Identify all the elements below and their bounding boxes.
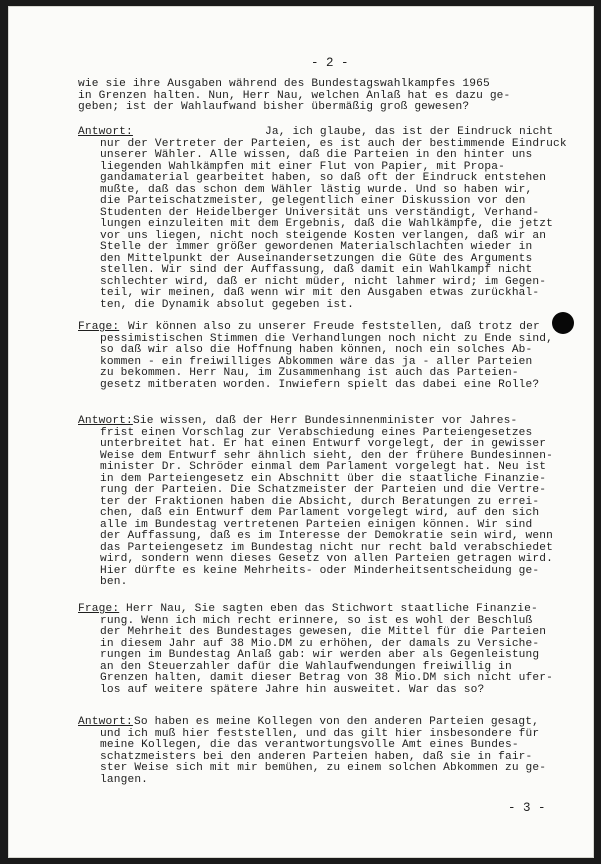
paragraph-line: rung. Wenn ich mich recht erinnere, so ist es wohl der Beschluß xyxy=(100,614,533,627)
speaker-label: Antwort: xyxy=(78,415,133,427)
speaker-label: Frage: xyxy=(78,603,120,615)
paragraph-line: zu bekommen. Herr Nau, im Zusammenhang ist auch das Parteien- xyxy=(100,367,519,379)
paragraph-line: ter der Fraktionen haben die Absicht, durch Beratungen zu errei- xyxy=(100,495,540,508)
paragraph-line: in Grenzen halten. Nun, Herr Nau, welchen Anlaß hat es dazu ge- xyxy=(78,89,511,102)
paragraph-line: wie sie ihre Ausgaben während des Bundestagswahlkampfes 1965 xyxy=(78,78,490,90)
paragraph-line: liegenden Wahlkämpfen mit einer Flut von Papier, mit Propa- xyxy=(100,160,505,173)
paragraph-line: die Parteischatzmeister, gelegentlich einer Diskussion vor den xyxy=(100,195,526,207)
paragraph-line: in diesem Jahr auf 38 Mio.DM zu erhöhen, der damals zu Versiche- xyxy=(100,637,540,650)
paragraph-line: stellen. Wir sind der Auffassung, daß damit ein Wahlkampf nicht xyxy=(100,264,533,276)
paragraph-line: kommen - ein freiwilliges Abkommen wäre das ja - aller Parteien xyxy=(100,355,533,368)
paragraph-line: Weise dem Entwurf sehr ähnlich sieht, den der frühere Bundesinnen- xyxy=(100,449,553,462)
paragraph-line: vor uns liegen, nicht noch steigende Kosten verlangen, daß wir an xyxy=(100,229,547,242)
paragraph-line: So haben es meine Kollegen von den anderen Parteien gesagt, xyxy=(134,716,539,728)
page-number-bottom: - 3 - xyxy=(508,801,546,815)
paragraph-line: wird, sondern wenn dieses Gesetz von allen Parteien getragen wird. xyxy=(100,553,553,565)
paragraph-line: Studenten der Heidelberger Universität uns verständigt, Verhand- xyxy=(100,206,540,219)
paragraph-line: Grenzen halten, damit dieser Betrag von 38 Mio.DM sich nicht ufer- xyxy=(100,672,553,684)
paragraph-line: gesetz mitberaten worden. Inwiefern spielt das dabei eine Rolle? xyxy=(100,378,540,391)
paragraph-line: ten, die Dynamik absolut gegeben ist. xyxy=(100,298,354,311)
paragraph-line: unterbreitet hat. Er hat einen Entwurf vorgelegt, der in gewisser xyxy=(100,438,547,450)
document-page xyxy=(8,6,594,858)
paragraph-line: Hier dürfte es keine Mehrheits- oder Minderheitsentscheidung ge- xyxy=(100,564,540,577)
paragraph-line: langen. xyxy=(100,773,149,786)
paragraph-line: schatzmeisters bei den anderen Parteien haben, daß sie in fair- xyxy=(100,750,533,763)
paragraph-line: schlechter wird, daß er nicht müder, nicht lahmer wird; im Gegen- xyxy=(100,275,547,288)
page-number-top: - 2 - xyxy=(311,56,349,70)
paragraph-line: der Mehrheit des Bundestages gewesen, die Mittel für die Parteien xyxy=(100,626,547,638)
paragraph-line: ster Weise sich mit mir bemühen, zu einem solchen Abkommen zu ge- xyxy=(100,762,547,774)
paragraph-line: das Parteiengesetz im Bundestag nicht nur recht bald verabschiedet xyxy=(100,541,553,554)
paragraph-line: lungen einzuleiten mit dem Ergebnis, daß die Wahlkämpfe, die jetzt xyxy=(100,218,553,230)
paragraph-line: Wir können also zu unserer Freude feststellen, daß trotz der xyxy=(128,321,540,333)
speaker-label: Antwort: xyxy=(78,716,133,728)
paragraph-line: den Mittelpunkt der Auseinandersetzungen die Güte des Arguments xyxy=(100,252,533,265)
punch-hole xyxy=(552,312,574,334)
paragraph-line: chen, daß ein Entwurf dem Parlament vorgelegt wird, auf den sich xyxy=(100,507,540,519)
paragraph-line: frist einen Vorschlag zur Verabschiedung eines Parteiengesetzes xyxy=(100,426,533,439)
speaker-label: Frage: xyxy=(78,321,120,333)
paragraph-line: nur der Vertreter der Parteien, es ist auch der bestimmende Eindruck xyxy=(100,137,567,150)
paragraph-line: teil, wir meinen, daß wenn wir mit den Ausgaben etwas zurückhal- xyxy=(100,287,540,299)
paragraph-line: der Auffassung, daß es im Interesse der Demokratie sein wird, wenn xyxy=(100,530,553,542)
paragraph-line: ben. xyxy=(100,576,128,588)
paragraph-line: gandamaterial gearbeitet haben, so daß oft der Eindruck entstehen xyxy=(100,172,547,184)
paragraph-line: meine Kollegen, die das verantwortungsvolle Amt eines Bundes- xyxy=(100,739,519,751)
paragraph-line: mußte, daß das schon dem Wähler lästig wurde. Und so haben wir, xyxy=(100,183,533,196)
paragraph-line: pessimistischen Stimmen die Verhandlungen noch nicht zu Ende sind, xyxy=(100,332,553,345)
paragraph-line: an den Steuerzahler dafür die Wahlaufwendungen freiwillig in xyxy=(100,660,512,673)
paragraph-line: so daß wir also die Hoffnung haben können, noch ein solches Ab- xyxy=(100,344,533,356)
paragraph-line: Herr Nau, Sie sagten eben das Stichwort staatliche Finanzie- xyxy=(126,603,538,615)
paragraph-line: geben; ist der Wahlaufwand bisher übermäßig groß gewesen? xyxy=(78,101,470,113)
paragraph-line: minister Dr. Schröder einmal dem Parlament vorgelegt hat. Neu ist xyxy=(100,461,547,473)
paragraph-line: los auf weitere spätere Jahre hin ausweitet. War das so? xyxy=(100,683,485,696)
paragraph-line: rungen im Bundestag Anlaß gab: wir werden aber als Gegenleistung xyxy=(100,649,540,661)
paragraph-line: rung der Parteien. Die Schatzmeister der Parteien und die Vertre- xyxy=(100,484,547,496)
speaker-label: Antwort: xyxy=(78,126,133,138)
paragraph-line: und ich muß hier feststellen, und das gilt hier insbesondere für xyxy=(100,727,540,740)
paragraph-line: alle im Bundestag vertretenen Parteien einigen können. Wir sind xyxy=(100,518,533,531)
paragraph-line: Stelle der immer größer gewordenen Materialschlachten wieder in xyxy=(100,241,533,253)
paragraph-line: Sie wissen, daß der Herr Bundesinnenminister vor Jahres- xyxy=(133,415,518,427)
paragraph-line: unserer Wähler. Alle wissen, daß die Parteien in den hinter uns xyxy=(100,149,533,161)
paragraph-line: Ja, ich glaube, das ist der Eindruck nicht xyxy=(265,126,554,138)
paragraph-line: in dem Parteiengesetz ein Abschnitt über die staatliche Finanzie- xyxy=(100,472,547,485)
